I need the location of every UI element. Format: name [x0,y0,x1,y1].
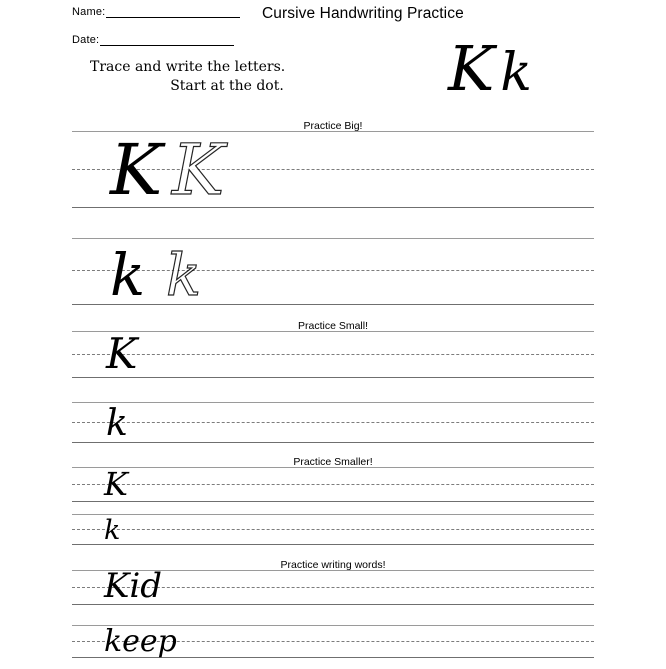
name-label: Name: [72,6,106,18]
rule-lines-group [0,467,666,515]
rule-top [72,331,594,332]
date-label: Date: [72,34,100,46]
featured-uppercase-letter: K [448,32,501,105]
page-title: Cursive Handwriting Practice [262,5,464,22]
rule-base [72,501,594,502]
rule-mid [72,529,594,530]
rule-lines-group [0,566,666,618]
model-letter: k [110,241,146,309]
rule-mid [72,354,594,355]
rule-top [72,514,594,515]
rule-base [72,544,594,545]
model-letter: K [104,465,128,503]
rule-mid [72,422,594,423]
rule-mid [72,484,594,485]
featured-letter-display [448,32,538,105]
model-letter: K [110,129,163,211]
name-field-row [72,6,240,18]
date-field-row [72,34,234,46]
instruction-line-2: Start at the dot. [170,78,284,94]
section-heading: Practice writing words! [280,559,386,571]
section-practice-words-second [0,625,666,669]
date-input-line[interactable] [100,34,234,46]
featured-lowercase-letter: k [500,43,538,103]
rule-lines-group [0,402,666,458]
rule-base [72,377,594,378]
rule-base [72,442,594,443]
trace-letter[interactable]: k [166,241,202,309]
rule-top [72,467,594,468]
model-word: keep [104,624,177,659]
rule-base [72,304,594,305]
rule-lines-group [0,514,666,558]
instructions [90,58,390,96]
section-practice-small [0,320,666,393]
section-practice-small-lowercase [0,402,666,458]
model-word: Kid [104,566,163,606]
rule-top [72,402,594,403]
model-letter: k [106,403,128,444]
rule-lines-group [0,625,666,669]
section-heading: Practice Big! [303,120,363,132]
worksheet-header [0,0,666,118]
section-practice-smaller-lowercase [0,514,666,558]
trace-letter[interactable]: K [172,129,225,211]
name-input-line[interactable] [106,6,240,18]
rule-lines-group [0,331,666,393]
section-practice-big-lowercase [0,238,666,320]
rule-top [72,238,594,239]
section-practice-smaller [0,456,666,515]
section-practice-big [0,120,666,227]
rule-mid [72,270,594,271]
rule-lines-group [0,131,666,227]
model-letter: k [104,515,121,546]
section-heading: Practice Smaller! [293,456,373,468]
section-heading: Practice Small! [297,320,369,332]
rule-lines-group [0,238,666,320]
instruction-line-1: Trace and write the letters. [90,59,286,75]
model-letter: K [106,329,138,378]
section-practice-words [0,559,666,618]
